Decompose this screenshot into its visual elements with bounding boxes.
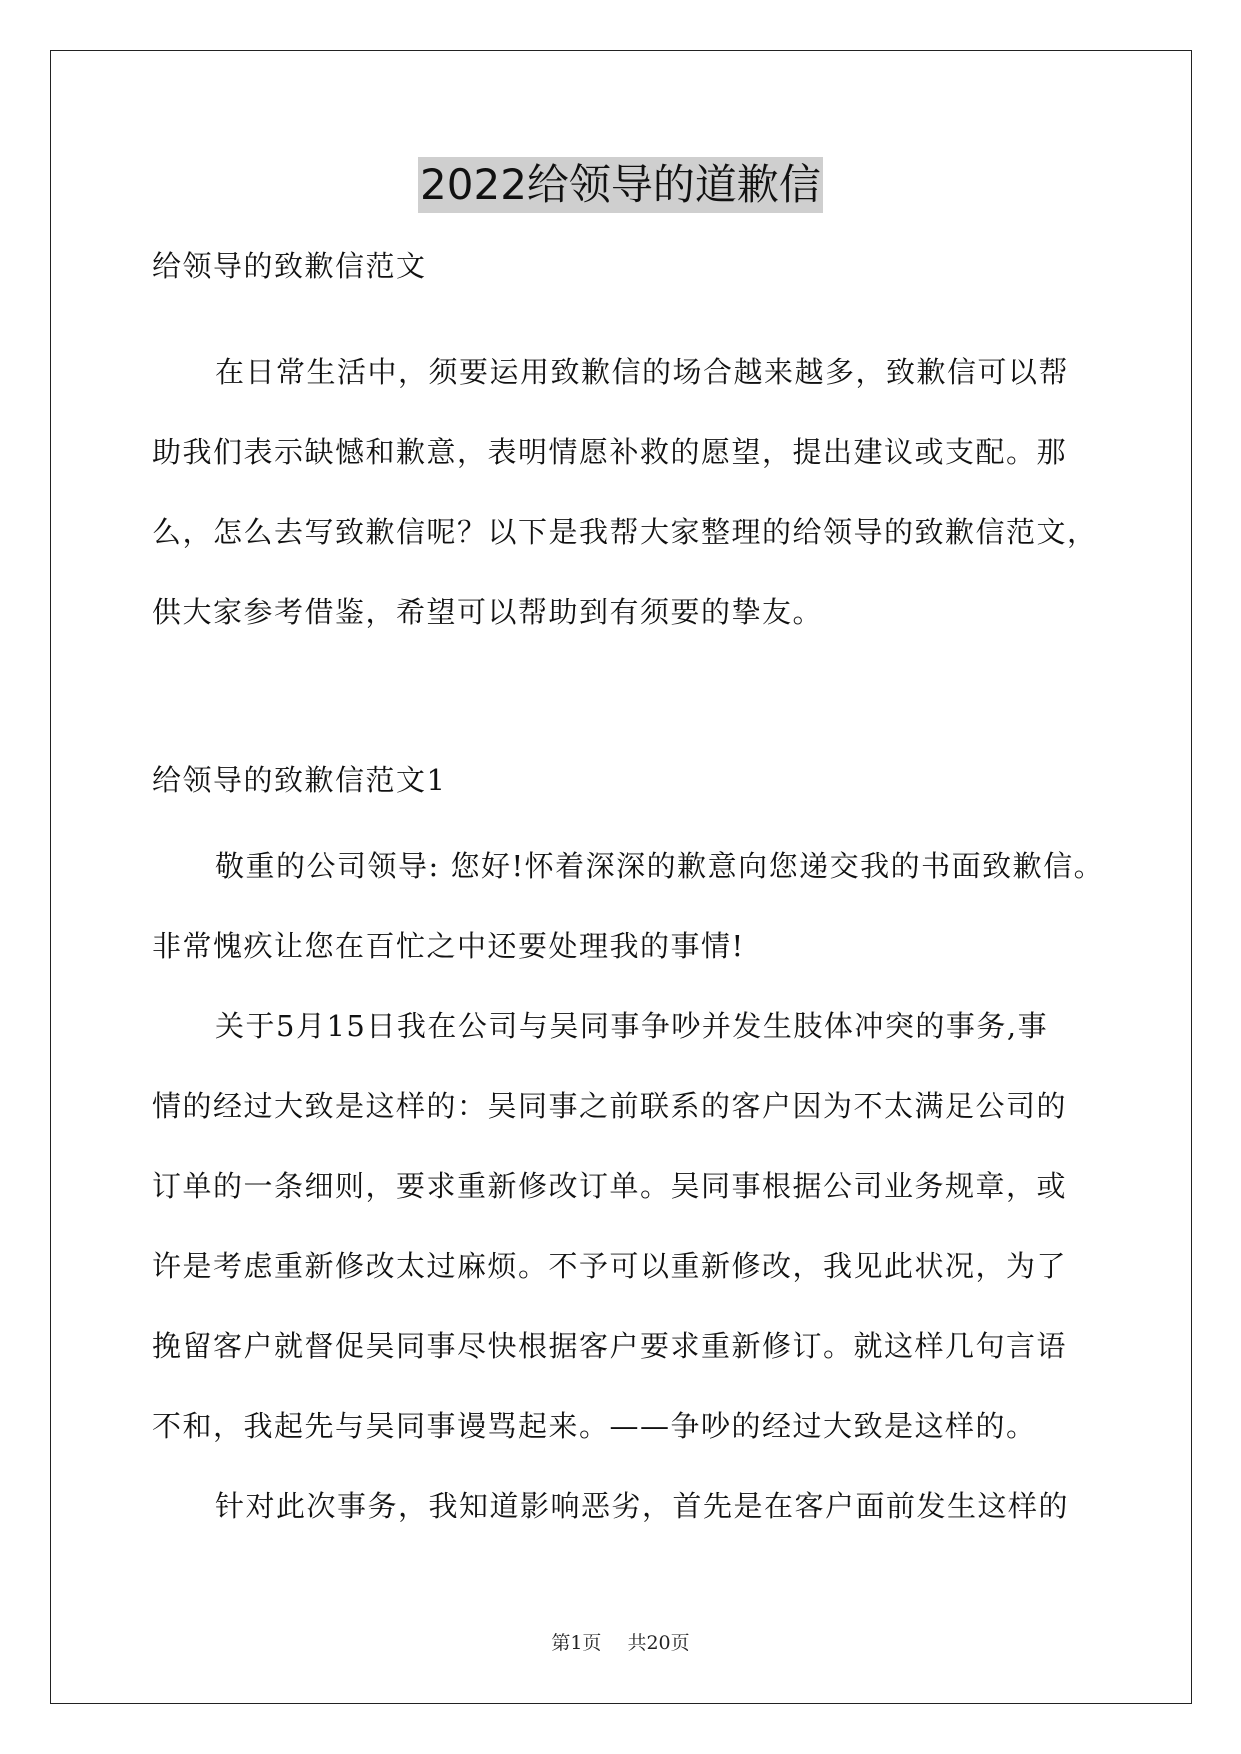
paragraph-line: 情的经过大致是这样的：吴同事之前联系的客户因为不太满足公司的 [152, 1089, 1068, 1123]
paragraph-line: 助我们表示缺憾和歉意，表明情愿补救的愿望，提出建议或支配。那 [152, 435, 1068, 469]
page-total: 共20页 [627, 1632, 690, 1654]
paragraph-line: 么，怎么去写致歉信呢？以下是我帮大家整理的给领导的致歉信范文， [152, 515, 1098, 549]
paragraph-line: 敬重的公司领导: 您好!怀着深深的歉意向您递交我的书面致歉信。 [215, 849, 1105, 883]
document-title: 2022给领导的道歉信 [418, 157, 823, 213]
paragraph-line: 订单的一条细则，要求重新修改订单。吴同事根据公司业务规章，或 [152, 1169, 1068, 1203]
paragraph-line: 许是考虑重新修改太过麻烦。不予可以重新修改，我见此状况，为了 [152, 1249, 1068, 1283]
title-container [0, 157, 1241, 213]
paragraph-line: 挽留客户就督促吴同事尽快根据客户要求重新修订。就这样几句言语 [152, 1329, 1068, 1363]
paragraph-line: 在日常生活中，须要运用致歉信的场合越来越多，致歉信可以帮 [215, 355, 1070, 389]
page-footer [0, 1630, 1241, 1656]
paragraph-line: 关于5月15日我在公司与吴同事争吵并发生肢体冲突的事务,事 [215, 1009, 1049, 1043]
page-number: 第1页 [551, 1632, 602, 1654]
paragraph-line: 供大家参考借鉴，希望可以帮助到有须要的挚友。 [152, 595, 824, 629]
section-heading: 给领导的致歉信范文1 [152, 763, 447, 797]
paragraph-line: 不和，我起先与吴同事谩骂起来。——争吵的经过大致是这样的。 [152, 1409, 1037, 1443]
section-heading: 给领导的致歉信范文 [152, 249, 427, 283]
paragraph-line: 针对此次事务，我知道影响恶劣，首先是在客户面前发生这样的 [215, 1489, 1070, 1523]
paragraph-line: 非常愧疚让您在百忙之中还要处理我的事情! [152, 929, 745, 963]
